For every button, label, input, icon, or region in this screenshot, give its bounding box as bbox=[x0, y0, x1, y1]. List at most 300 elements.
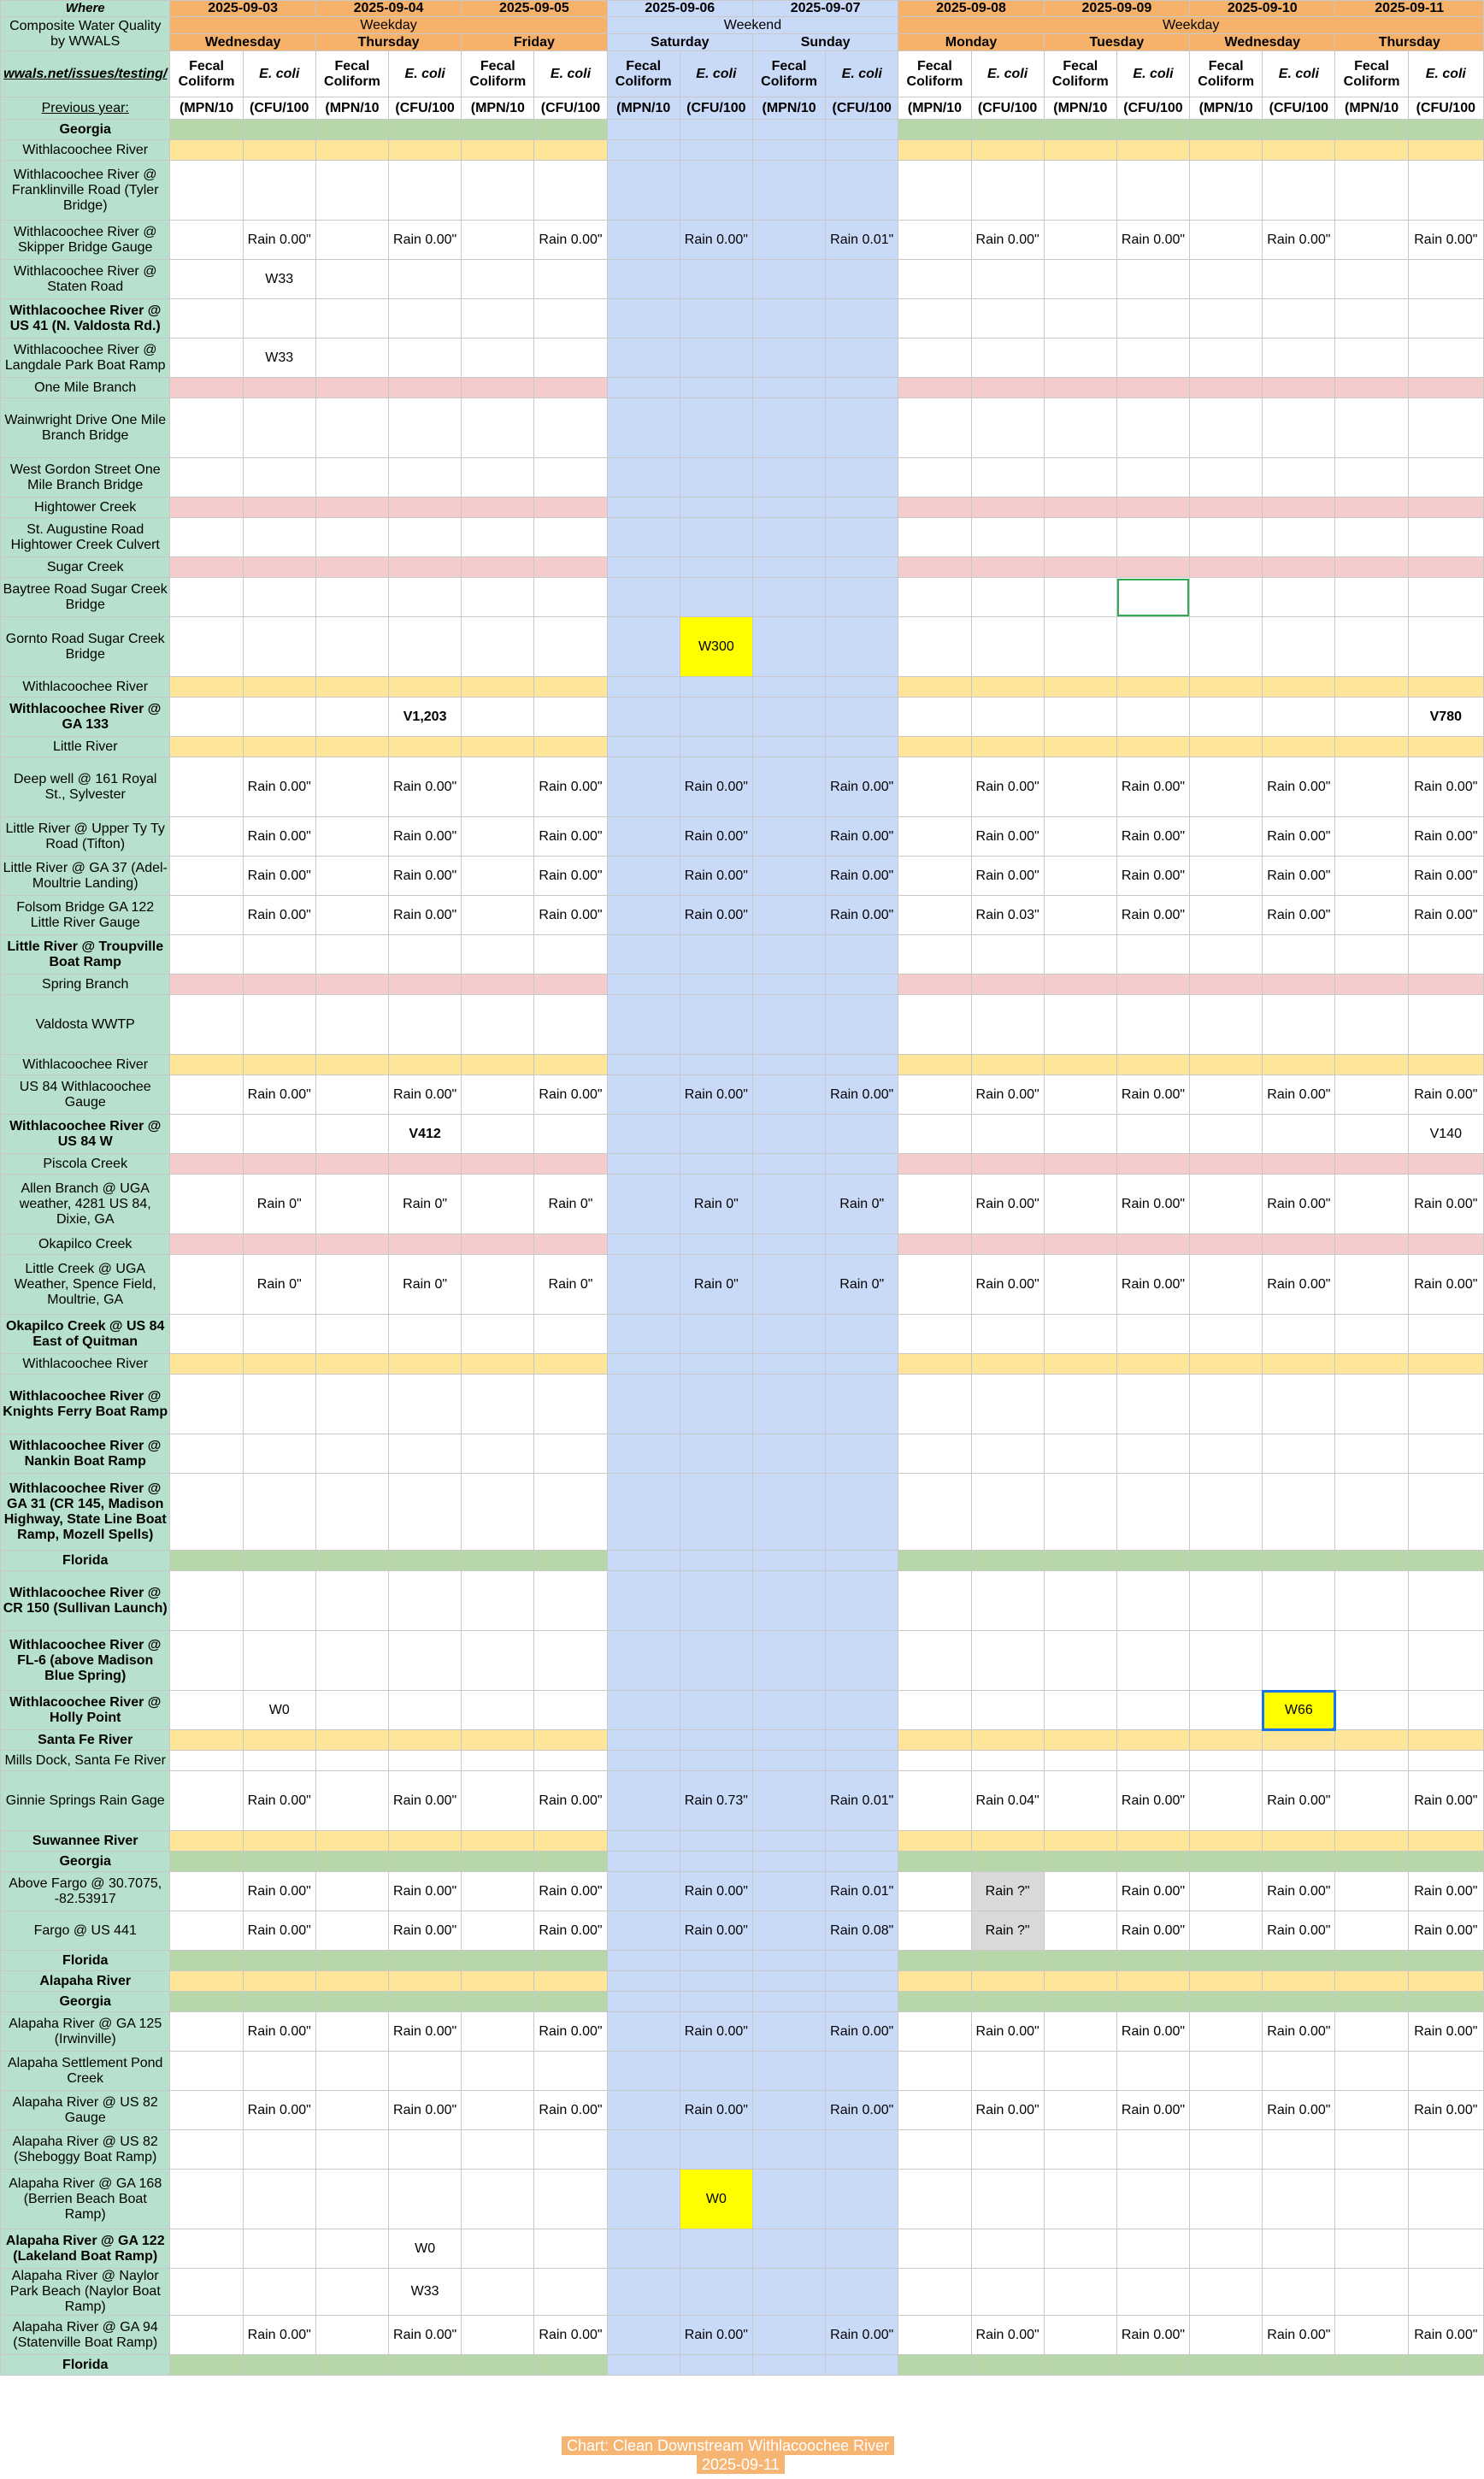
data-cell[interactable] bbox=[898, 677, 971, 698]
data-cell[interactable] bbox=[315, 1852, 388, 1872]
data-cell[interactable] bbox=[1044, 1911, 1116, 1951]
data-cell[interactable] bbox=[607, 1055, 680, 1075]
data-cell[interactable] bbox=[315, 1055, 388, 1075]
data-cell[interactable] bbox=[1335, 1911, 1408, 1951]
data-cell[interactable] bbox=[1408, 617, 1483, 677]
site-label[interactable]: Gornto Road Sugar Creek Bridge bbox=[1, 617, 170, 677]
data-cell[interactable]: V140 bbox=[1408, 1115, 1483, 1154]
data-cell[interactable] bbox=[389, 1551, 462, 1571]
data-cell[interactable] bbox=[462, 1434, 534, 1474]
data-cell[interactable] bbox=[1044, 2355, 1116, 2376]
data-cell[interactable] bbox=[1190, 498, 1263, 518]
mpn-unit-cell[interactable]: (MPN/10 bbox=[607, 97, 680, 120]
data-cell[interactable]: Rain 0.00" bbox=[826, 2316, 898, 2355]
data-cell[interactable] bbox=[170, 2091, 243, 2130]
cfu-unit-cell[interactable]: (CFU/100 bbox=[1116, 97, 1189, 120]
data-cell[interactable] bbox=[1190, 1434, 1263, 1474]
fecal-coliform-header[interactable]: Fecal Coliform bbox=[898, 51, 971, 97]
data-cell[interactable] bbox=[752, 2269, 825, 2316]
data-cell[interactable] bbox=[1408, 518, 1483, 557]
data-cell[interactable] bbox=[170, 935, 243, 975]
data-cell[interactable] bbox=[315, 1434, 388, 1474]
data-cell[interactable] bbox=[315, 698, 388, 737]
data-cell[interactable] bbox=[1190, 2269, 1263, 2316]
data-cell[interactable] bbox=[1190, 1255, 1263, 1315]
data-cell[interactable] bbox=[1335, 1831, 1408, 1852]
data-cell[interactable] bbox=[1408, 1730, 1483, 1751]
data-cell[interactable] bbox=[462, 857, 534, 896]
site-label[interactable]: Valdosta WWTP bbox=[1, 995, 170, 1055]
data-cell[interactable] bbox=[315, 1354, 388, 1375]
data-cell[interactable] bbox=[389, 578, 462, 617]
data-cell[interactable] bbox=[971, 1354, 1044, 1375]
data-cell[interactable] bbox=[1190, 995, 1263, 1055]
data-cell[interactable] bbox=[752, 2052, 825, 2091]
data-cell[interactable] bbox=[1408, 458, 1483, 498]
data-cell[interactable] bbox=[1408, 1631, 1483, 1691]
data-cell[interactable] bbox=[752, 698, 825, 737]
data-cell[interactable] bbox=[1408, 1951, 1483, 1971]
data-cell[interactable]: Rain 0.00" bbox=[971, 1255, 1044, 1315]
data-cell[interactable] bbox=[1116, 1551, 1189, 1571]
data-cell[interactable] bbox=[826, 1571, 898, 1631]
data-cell[interactable] bbox=[315, 1474, 388, 1551]
data-cell[interactable] bbox=[462, 1751, 534, 1771]
data-cell[interactable] bbox=[1263, 617, 1335, 677]
data-cell[interactable] bbox=[607, 1831, 680, 1852]
data-cell[interactable]: Rain 0.00" bbox=[971, 1175, 1044, 1234]
data-cell[interactable] bbox=[170, 1872, 243, 1911]
data-cell[interactable]: Rain 0" bbox=[534, 1175, 607, 1234]
ecoli-header[interactable]: E. coli bbox=[1408, 51, 1483, 97]
data-cell[interactable] bbox=[243, 161, 315, 221]
data-cell[interactable] bbox=[243, 1234, 315, 1255]
data-cell[interactable] bbox=[898, 698, 971, 737]
data-cell[interactable] bbox=[607, 1474, 680, 1551]
data-cell[interactable] bbox=[1263, 120, 1335, 140]
data-cell[interactable]: Rain 0.00" bbox=[1263, 1872, 1335, 1911]
data-cell[interactable] bbox=[1044, 1971, 1116, 1992]
data-cell[interactable]: Rain 0.00" bbox=[1263, 1255, 1335, 1315]
data-cell[interactable] bbox=[243, 557, 315, 578]
data-cell[interactable] bbox=[1335, 378, 1408, 398]
data-cell[interactable] bbox=[170, 1831, 243, 1852]
data-cell[interactable] bbox=[1263, 1234, 1335, 1255]
data-cell[interactable]: Rain 0.00" bbox=[1116, 1255, 1189, 1315]
data-cell[interactable] bbox=[826, 1852, 898, 1872]
data-cell[interactable] bbox=[170, 677, 243, 698]
data-cell[interactable] bbox=[534, 339, 607, 378]
data-cell[interactable] bbox=[898, 1691, 971, 1730]
data-cell[interactable] bbox=[898, 557, 971, 578]
data-cell[interactable] bbox=[971, 1115, 1044, 1154]
data-cell[interactable] bbox=[389, 995, 462, 1055]
data-cell[interactable] bbox=[1116, 677, 1189, 698]
data-cell[interactable] bbox=[898, 2229, 971, 2269]
data-cell[interactable] bbox=[826, 935, 898, 975]
data-cell[interactable] bbox=[389, 1631, 462, 1691]
data-cell[interactable] bbox=[534, 677, 607, 698]
data-cell[interactable] bbox=[1263, 995, 1335, 1055]
data-cell[interactable] bbox=[752, 857, 825, 896]
data-cell[interactable] bbox=[607, 677, 680, 698]
data-cell[interactable] bbox=[1044, 2052, 1116, 2091]
data-cell[interactable] bbox=[826, 161, 898, 221]
data-cell[interactable] bbox=[752, 1175, 825, 1234]
group-label[interactable]: Santa Fe River bbox=[1, 1730, 170, 1751]
data-cell[interactable] bbox=[826, 698, 898, 737]
data-cell[interactable]: Rain 0.00" bbox=[1408, 1255, 1483, 1315]
data-cell[interactable] bbox=[1263, 2170, 1335, 2229]
data-cell[interactable] bbox=[752, 1771, 825, 1831]
data-cell[interactable] bbox=[826, 339, 898, 378]
data-cell[interactable]: Rain 0.01" bbox=[826, 221, 898, 260]
data-cell[interactable] bbox=[1335, 1255, 1408, 1315]
cfu-unit-cell[interactable]: (CFU/100 bbox=[826, 97, 898, 120]
data-cell[interactable] bbox=[462, 817, 534, 857]
data-cell[interactable] bbox=[462, 1055, 534, 1075]
data-cell[interactable] bbox=[462, 1971, 534, 1992]
data-cell[interactable] bbox=[243, 1730, 315, 1751]
group-label[interactable]: Sugar Creek bbox=[1, 557, 170, 578]
data-cell[interactable] bbox=[971, 458, 1044, 498]
data-cell[interactable] bbox=[243, 698, 315, 737]
data-cell[interactable] bbox=[243, 1375, 315, 1434]
data-cell[interactable] bbox=[971, 120, 1044, 140]
data-cell[interactable] bbox=[315, 1631, 388, 1691]
data-cell[interactable] bbox=[680, 2130, 752, 2170]
data-cell[interactable] bbox=[315, 1730, 388, 1751]
day-name-7[interactable]: Tuesday bbox=[1044, 34, 1189, 51]
data-cell[interactable] bbox=[752, 299, 825, 339]
mpn-unit-cell[interactable]: (MPN/10 bbox=[1335, 97, 1408, 120]
data-cell[interactable] bbox=[971, 617, 1044, 677]
data-cell[interactable] bbox=[1044, 817, 1116, 857]
data-cell[interactable] bbox=[389, 1730, 462, 1751]
data-cell[interactable] bbox=[1116, 1154, 1189, 1175]
data-cell[interactable] bbox=[1044, 1872, 1116, 1911]
data-cell[interactable] bbox=[971, 1234, 1044, 1255]
data-cell[interactable] bbox=[389, 677, 462, 698]
data-cell[interactable]: Rain 0.00" bbox=[1116, 1075, 1189, 1115]
group-label[interactable]: Withlacoochee River bbox=[1, 1354, 170, 1375]
data-cell[interactable] bbox=[1044, 260, 1116, 299]
site-label[interactable]: Alapaha River @ US 82 (Sheboggy Boat Ramp) bbox=[1, 2130, 170, 2170]
data-cell[interactable] bbox=[534, 617, 607, 677]
data-cell[interactable] bbox=[607, 857, 680, 896]
data-cell[interactable] bbox=[534, 1115, 607, 1154]
data-cell[interactable] bbox=[534, 2355, 607, 2376]
data-cell[interactable] bbox=[389, 1474, 462, 1551]
data-cell[interactable] bbox=[243, 1992, 315, 2012]
data-cell[interactable] bbox=[680, 518, 752, 557]
data-cell[interactable]: Rain 0.00" bbox=[971, 817, 1044, 857]
data-cell[interactable] bbox=[1335, 518, 1408, 557]
data-cell[interactable] bbox=[680, 1751, 752, 1771]
data-cell[interactable] bbox=[1044, 518, 1116, 557]
data-cell[interactable] bbox=[315, 518, 388, 557]
data-cell[interactable] bbox=[1408, 578, 1483, 617]
data-cell[interactable] bbox=[462, 398, 534, 458]
day-name-8[interactable]: Wednesday bbox=[1190, 34, 1335, 51]
data-cell[interactable] bbox=[1044, 458, 1116, 498]
data-cell[interactable] bbox=[680, 1354, 752, 1375]
data-cell[interactable] bbox=[1116, 339, 1189, 378]
data-cell[interactable] bbox=[1408, 1831, 1483, 1852]
data-cell[interactable] bbox=[752, 1951, 825, 1971]
data-cell[interactable] bbox=[971, 518, 1044, 557]
data-cell[interactable] bbox=[1044, 2170, 1116, 2229]
data-cell[interactable] bbox=[752, 398, 825, 458]
data-cell[interactable]: Rain 0.00" bbox=[389, 1872, 462, 1911]
data-cell[interactable] bbox=[1335, 1571, 1408, 1631]
data-cell[interactable]: W33 bbox=[243, 339, 315, 378]
data-cell[interactable] bbox=[1190, 1852, 1263, 1872]
data-cell[interactable] bbox=[898, 1255, 971, 1315]
data-cell[interactable] bbox=[1044, 896, 1116, 935]
data-cell[interactable] bbox=[1335, 1175, 1408, 1234]
data-cell[interactable] bbox=[534, 161, 607, 221]
data-cell[interactable]: Rain 0.00" bbox=[389, 2316, 462, 2355]
data-cell[interactable] bbox=[1408, 995, 1483, 1055]
data-cell[interactable] bbox=[1335, 557, 1408, 578]
data-cell[interactable] bbox=[1044, 1631, 1116, 1691]
data-cell[interactable] bbox=[1190, 2229, 1263, 2269]
data-cell[interactable]: Rain 0.00" bbox=[389, 2012, 462, 2052]
data-cell[interactable] bbox=[534, 1730, 607, 1751]
data-cell[interactable] bbox=[971, 1951, 1044, 1971]
data-cell[interactable] bbox=[898, 1971, 971, 1992]
data-cell[interactable] bbox=[752, 1474, 825, 1551]
data-cell[interactable] bbox=[534, 1751, 607, 1771]
data-cell[interactable] bbox=[898, 1852, 971, 1872]
data-cell[interactable] bbox=[1263, 1375, 1335, 1434]
data-cell[interactable] bbox=[1408, 498, 1483, 518]
data-cell[interactable] bbox=[534, 140, 607, 161]
data-cell[interactable] bbox=[1116, 1971, 1189, 1992]
day-name-3[interactable]: Friday bbox=[462, 34, 607, 51]
data-cell[interactable]: Rain 0.00" bbox=[1263, 1075, 1335, 1115]
data-cell[interactable] bbox=[170, 260, 243, 299]
data-cell[interactable] bbox=[1190, 817, 1263, 857]
data-cell[interactable] bbox=[1408, 1315, 1483, 1354]
site-label[interactable]: Okapilco Creek @ US 84 East of Quitman bbox=[1, 1315, 170, 1354]
data-cell[interactable] bbox=[1263, 2130, 1335, 2170]
data-cell[interactable] bbox=[607, 1771, 680, 1831]
data-cell[interactable]: Rain 0.00" bbox=[971, 2012, 1044, 2052]
data-cell[interactable] bbox=[752, 1571, 825, 1631]
data-cell[interactable] bbox=[680, 1055, 752, 1075]
data-cell[interactable] bbox=[680, 1631, 752, 1691]
data-cell[interactable] bbox=[462, 2355, 534, 2376]
data-cell[interactable] bbox=[1044, 2229, 1116, 2269]
data-cell[interactable] bbox=[1335, 1075, 1408, 1115]
data-cell[interactable] bbox=[898, 2170, 971, 2229]
data-cell[interactable] bbox=[170, 1255, 243, 1315]
data-cell[interactable] bbox=[607, 2269, 680, 2316]
data-cell[interactable] bbox=[971, 1631, 1044, 1691]
ecoli-header[interactable]: E. coli bbox=[1116, 51, 1189, 97]
data-cell[interactable]: Rain 0.00" bbox=[680, 857, 752, 896]
data-cell[interactable] bbox=[1044, 2130, 1116, 2170]
data-cell[interactable] bbox=[680, 1951, 752, 1971]
data-cell[interactable] bbox=[1190, 2170, 1263, 2229]
data-cell[interactable] bbox=[1044, 1434, 1116, 1474]
data-cell[interactable] bbox=[826, 557, 898, 578]
data-cell[interactable] bbox=[1190, 935, 1263, 975]
group-label[interactable]: One Mile Branch bbox=[1, 378, 170, 398]
group-label[interactable]: Withlacoochee River bbox=[1, 1055, 170, 1075]
data-cell[interactable] bbox=[534, 1831, 607, 1852]
data-cell[interactable] bbox=[243, 518, 315, 557]
data-cell[interactable] bbox=[1408, 120, 1483, 140]
data-cell[interactable] bbox=[1190, 221, 1263, 260]
data-cell[interactable] bbox=[1190, 2052, 1263, 2091]
data-cell[interactable]: Rain 0.00" bbox=[243, 2012, 315, 2052]
data-cell[interactable] bbox=[1044, 1154, 1116, 1175]
data-cell[interactable] bbox=[1335, 1691, 1408, 1730]
data-cell[interactable] bbox=[170, 1075, 243, 1115]
chart-tab-label[interactable]: Chart: Clean Downstream Withlacoochee River bbox=[562, 2436, 894, 2455]
data-cell[interactable] bbox=[1044, 1551, 1116, 1571]
data-cell[interactable] bbox=[1190, 698, 1263, 737]
data-cell[interactable] bbox=[680, 995, 752, 1055]
data-cell[interactable]: Rain 0.00" bbox=[1408, 1771, 1483, 1831]
data-cell[interactable] bbox=[971, 1551, 1044, 1571]
data-cell[interactable] bbox=[607, 1631, 680, 1691]
data-cell[interactable] bbox=[898, 737, 971, 757]
data-cell[interactable] bbox=[315, 1255, 388, 1315]
data-cell[interactable]: Rain 0.00" bbox=[389, 896, 462, 935]
data-cell[interactable] bbox=[1335, 677, 1408, 698]
weekday-label[interactable]: Weekday bbox=[170, 17, 607, 34]
data-cell[interactable] bbox=[607, 2130, 680, 2170]
data-cell[interactable] bbox=[170, 1852, 243, 1872]
data-cell[interactable] bbox=[1263, 458, 1335, 498]
ecoli-header[interactable]: E. coli bbox=[826, 51, 898, 97]
data-cell[interactable] bbox=[534, 1234, 607, 1255]
data-cell[interactable] bbox=[680, 120, 752, 140]
data-cell[interactable] bbox=[1263, 161, 1335, 221]
fecal-coliform-header[interactable]: Fecal Coliform bbox=[1044, 51, 1116, 97]
fecal-coliform-header[interactable]: Fecal Coliform bbox=[607, 51, 680, 97]
data-cell[interactable] bbox=[1190, 677, 1263, 698]
data-cell[interactable]: Rain 0.00" bbox=[534, 896, 607, 935]
data-cell[interactable] bbox=[462, 2091, 534, 2130]
data-cell[interactable] bbox=[1190, 1992, 1263, 2012]
data-cell[interactable] bbox=[1335, 2269, 1408, 2316]
data-cell[interactable] bbox=[1408, 1992, 1483, 2012]
data-cell[interactable] bbox=[607, 2091, 680, 2130]
data-cell[interactable] bbox=[462, 1691, 534, 1730]
data-cell[interactable] bbox=[1116, 1730, 1189, 1751]
site-label[interactable]: Withlacoochee River @ Knights Ferry Boat Ramp bbox=[1, 1375, 170, 1434]
data-cell[interactable] bbox=[1044, 1771, 1116, 1831]
data-cell[interactable] bbox=[1263, 557, 1335, 578]
data-cell[interactable] bbox=[389, 1434, 462, 1474]
data-cell[interactable] bbox=[1335, 1551, 1408, 1571]
data-cell[interactable] bbox=[826, 1434, 898, 1474]
data-cell[interactable] bbox=[534, 1354, 607, 1375]
data-cell[interactable] bbox=[315, 2170, 388, 2229]
data-cell[interactable] bbox=[607, 1951, 680, 1971]
data-cell[interactable] bbox=[1335, 221, 1408, 260]
data-cell[interactable] bbox=[1190, 2130, 1263, 2170]
data-cell[interactable] bbox=[462, 896, 534, 935]
data-cell[interactable] bbox=[1335, 975, 1408, 995]
data-cell[interactable] bbox=[1044, 677, 1116, 698]
mpn-unit-cell[interactable]: (MPN/10 bbox=[170, 97, 243, 120]
data-cell[interactable] bbox=[607, 995, 680, 1055]
data-cell[interactable] bbox=[243, 1971, 315, 1992]
data-cell[interactable] bbox=[170, 817, 243, 857]
data-cell[interactable] bbox=[534, 935, 607, 975]
data-cell[interactable] bbox=[243, 1434, 315, 1474]
data-cell[interactable] bbox=[534, 1631, 607, 1691]
data-cell[interactable] bbox=[680, 1971, 752, 1992]
data-cell[interactable] bbox=[1263, 498, 1335, 518]
data-cell[interactable] bbox=[243, 1115, 315, 1154]
data-cell[interactable] bbox=[462, 1175, 534, 1234]
data-cell[interactable] bbox=[971, 1831, 1044, 1852]
mpn-unit-cell[interactable]: (MPN/10 bbox=[1044, 97, 1116, 120]
data-cell[interactable] bbox=[1190, 518, 1263, 557]
data-cell[interactable] bbox=[170, 737, 243, 757]
data-cell[interactable] bbox=[752, 1115, 825, 1154]
data-cell[interactable]: Rain 0.00" bbox=[826, 2091, 898, 2130]
data-cell[interactable] bbox=[243, 995, 315, 1055]
data-cell[interactable] bbox=[462, 935, 534, 975]
site-label[interactable]: Withlacoochee River @ Franklinville Road (Tyler Bridge) bbox=[1, 161, 170, 221]
data-cell[interactable]: Rain 0.00" bbox=[243, 1872, 315, 1911]
data-cell[interactable] bbox=[1044, 857, 1116, 896]
data-cell[interactable] bbox=[1335, 498, 1408, 518]
group-label[interactable]: Georgia bbox=[1, 1852, 170, 1872]
data-cell[interactable] bbox=[826, 2170, 898, 2229]
data-cell[interactable] bbox=[243, 378, 315, 398]
data-cell[interactable] bbox=[752, 1852, 825, 1872]
data-cell[interactable] bbox=[826, 1691, 898, 1730]
data-cell[interactable] bbox=[315, 935, 388, 975]
data-cell[interactable] bbox=[315, 140, 388, 161]
data-cell[interactable] bbox=[462, 1255, 534, 1315]
data-cell[interactable] bbox=[607, 817, 680, 857]
data-cell[interactable] bbox=[971, 140, 1044, 161]
data-cell[interactable]: Rain 0.00" bbox=[389, 2091, 462, 2130]
data-cell[interactable] bbox=[1408, 1055, 1483, 1075]
data-cell[interactable] bbox=[898, 2355, 971, 2376]
data-cell[interactable] bbox=[315, 1751, 388, 1771]
group-label[interactable]: Hightower Creek bbox=[1, 498, 170, 518]
data-cell[interactable] bbox=[1263, 1852, 1335, 1872]
data-cell[interactable] bbox=[898, 299, 971, 339]
data-cell[interactable] bbox=[826, 2130, 898, 2170]
data-cell[interactable] bbox=[534, 260, 607, 299]
data-cell[interactable] bbox=[752, 518, 825, 557]
data-cell[interactable] bbox=[315, 1992, 388, 2012]
data-cell[interactable] bbox=[389, 518, 462, 557]
data-cell[interactable] bbox=[898, 1911, 971, 1951]
site-label[interactable]: Alapaha River @ US 82 Gauge bbox=[1, 2091, 170, 2130]
data-cell[interactable]: Rain 0.01" bbox=[826, 1771, 898, 1831]
data-cell[interactable] bbox=[1044, 1691, 1116, 1730]
data-cell[interactable] bbox=[462, 1831, 534, 1852]
data-cell[interactable] bbox=[170, 1751, 243, 1771]
date-header-5[interactable]: 2025-09-07 bbox=[752, 1, 898, 17]
data-cell[interactable] bbox=[1044, 557, 1116, 578]
data-cell[interactable] bbox=[170, 378, 243, 398]
data-cell[interactable] bbox=[971, 2229, 1044, 2269]
